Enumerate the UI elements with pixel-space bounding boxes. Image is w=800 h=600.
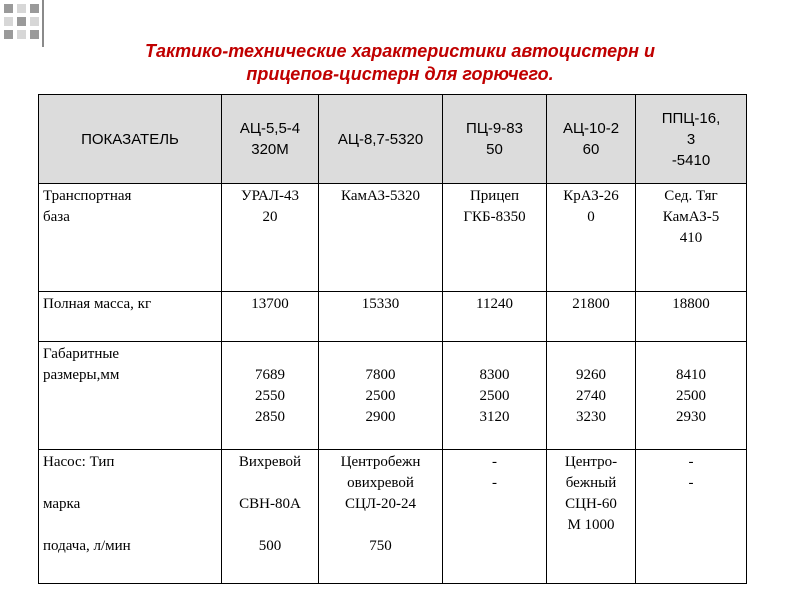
decor-square [17, 17, 26, 26]
decor-square [30, 17, 39, 26]
table-cell: - - [443, 450, 547, 584]
table-cell: 15330 [319, 292, 443, 342]
row-label: Габаритные размеры,мм [39, 342, 222, 450]
table-cell: - - [636, 450, 747, 584]
table-cell: 8410 2500 2930 [636, 342, 747, 450]
decor-square [30, 4, 39, 13]
header-cell: ПЦ-9-83 50 [443, 95, 547, 184]
table-row [39, 342, 747, 450]
table-cell: КрАЗ-26 0 [547, 184, 636, 292]
decor-square [4, 30, 13, 39]
header-cell: ППЦ-16, 3 -5410 [636, 95, 747, 184]
table-cell: Центробежн овихревой СЦЛ-20-24 750 [319, 450, 443, 584]
table-cell: 11240 [443, 292, 547, 342]
table-cell: КамАЗ-5320 [319, 184, 443, 292]
table-cell: Центро- бежный СЦН-60 М 1000 [547, 450, 636, 584]
title-line: Тактико-технические характеристики автоцистерн и [144, 41, 656, 61]
table-row [39, 184, 747, 292]
spec-table [38, 94, 747, 584]
decor-square [30, 30, 39, 39]
decor-vertical-line [42, 0, 44, 47]
decor-square [17, 30, 26, 39]
decor-square [17, 4, 26, 13]
decor-square [4, 4, 13, 13]
header-cell: ПОКАЗАТЕЛЬ [39, 95, 222, 184]
decor-square [4, 17, 13, 26]
table-cell: Сед. Тяг КамАЗ-5 410 [636, 184, 747, 292]
table-cell: Вихревой СВН-80А 500 [222, 450, 319, 584]
table-cell: УРАЛ-43 20 [222, 184, 319, 292]
table-cell: Прицеп ГКБ-8350 [443, 184, 547, 292]
title-line: прицепов-цистерн для горючего. [246, 64, 554, 84]
table-cell: 13700 [222, 292, 319, 342]
slide-title [60, 40, 740, 86]
table-cell: 9260 2740 3230 [547, 342, 636, 450]
header-cell: АЦ-8,7-5320 [319, 95, 443, 184]
row-label: Полная масса, кг [39, 292, 222, 342]
table-cell: 7800 2500 2900 [319, 342, 443, 450]
table-header-row [39, 95, 747, 184]
table-row [39, 450, 747, 584]
row-label: Транспортная база [39, 184, 222, 292]
table-cell: 7689 2550 2850 [222, 342, 319, 450]
header-cell: АЦ-5,5-4 320М [222, 95, 319, 184]
row-label: Насос: Тип марка подача, л/мин [39, 450, 222, 584]
table-cell: 21800 [547, 292, 636, 342]
table-cell: 8300 2500 3120 [443, 342, 547, 450]
table-row [39, 292, 747, 342]
header-cell: АЦ-10-2 60 [547, 95, 636, 184]
table-cell: 18800 [636, 292, 747, 342]
